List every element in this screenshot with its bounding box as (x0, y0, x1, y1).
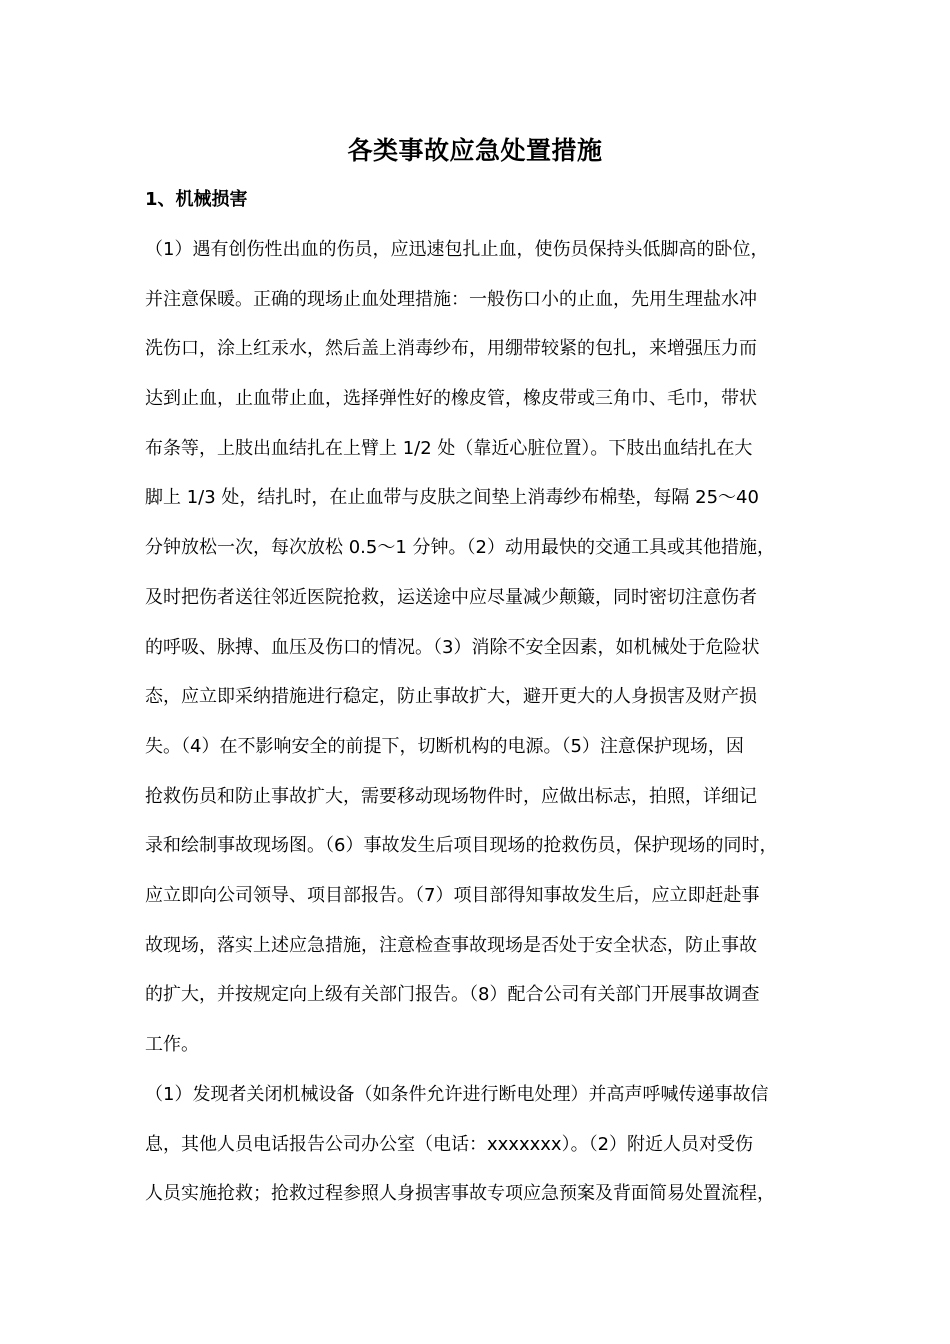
paragraph-line: 人员实施抢救；抢救过程参照人身损害事故专项应急预案及背面简易处置流程， (145, 1183, 775, 1204)
paragraph-line: 应立即向公司领导、项目部报告。（7）项目部得知事故发生后，应立即赶赴事 (145, 885, 760, 906)
paragraph-line: 抢救伤员和防止事故扩大，需要移动现场物件时，应做出标志，拍照，详细记 (145, 786, 757, 807)
paragraph-line: 布条等，上肢出血结扎在上臂上 1/2 处（靠近心脏位置）。下肢出血结扎在大 (145, 438, 753, 459)
paragraph-line: 工作。 (145, 1034, 199, 1055)
paragraph-line: 失。（4）在不影响安全的前提下，切断机构的电源。（5）注意保护现场，因 (145, 736, 744, 757)
paragraph-line: 态，应立即采纳措施进行稳定，防止事故扩大，避开更大的人身损害及财产损 (145, 686, 757, 707)
paragraph-line: 息，其他人员电话报告公司办公室（电话：xxxxxxx）。（2）附近人员对受伤 (145, 1134, 754, 1155)
paragraph-line: 故现场，落实上述应急措施，注意检查事故现场是否处于安全状态，防止事故 (145, 935, 757, 956)
paragraph-line: 洗伤口，涂上红汞水，然后盖上消毒纱布，用绷带较紧的包扎，来增强压力而 (145, 338, 757, 359)
paragraph-line: 达到止血，止血带止血，选择弹性好的橡皮管，橡皮带或三角巾、毛巾，带状 (145, 388, 757, 409)
paragraph-line: （1）遇有创伤性出血的伤员，应迅速包扎止血，使伤员保持头低脚高的卧位， (145, 239, 769, 260)
paragraph-line: 脚上 1/3 处，结扎时，在止血带与皮肤之间垫上消毒纱布棉垫，每隔 25～40 (145, 487, 759, 508)
paragraph-line: 录和绘制事故现场图。（6）事故发生后项目现场的抢救伤员，保护现场的同时， (145, 835, 778, 856)
paragraph-line: 并注意保暖。正确的现场止血处理措施：一般伤口小的止血，先用生理盐水冲 (145, 289, 757, 310)
paragraph-line: 的呼吸、脉搏、血压及伤口的情况。（3）消除不安全因素，如机械处于危险状 (145, 637, 760, 658)
paragraph-line: 及时把伤者送往邻近医院抢救，运送途中应尽量减少颠簸，同时密切注意伤者 (145, 587, 757, 608)
section-heading: 1、机械损害 (145, 189, 248, 210)
document-title: 各类事故应急处置措施 (347, 136, 603, 165)
paragraph-line: 分钟放松一次，每次放松 0.5～1 分钟。（2）动用最快的交通工具或其他措施， (145, 537, 775, 558)
paragraph-line: 的扩大，并按规定向上级有关部门报告。（8）配合公司有关部门开展事故调查 (145, 984, 760, 1005)
paragraph-line: （1）发现者关闭机械设备（如条件允许进行断电处理）并高声呼喊传递事故信 (145, 1084, 769, 1105)
